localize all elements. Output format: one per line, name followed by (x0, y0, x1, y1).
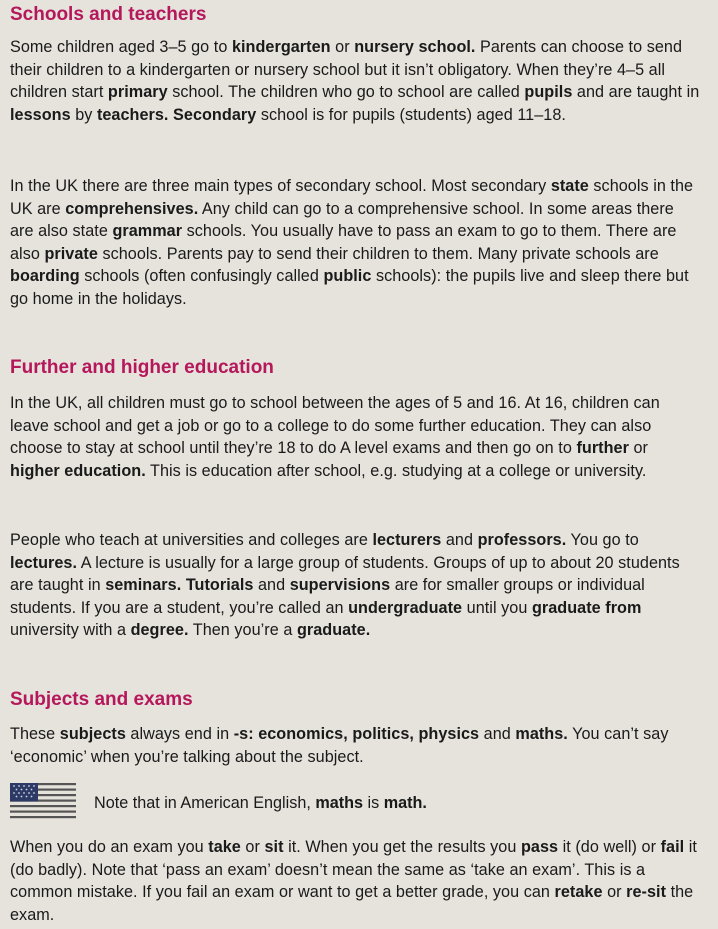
text-run: Some children aged 3–5 go to (10, 38, 232, 56)
key-term: take (208, 838, 241, 856)
text-run: or (602, 883, 627, 902)
key-term: supervisions (289, 576, 391, 595)
text-run: This is education after school, e.g. studying at a college or university. (145, 461, 647, 480)
paragraph (10, 392, 700, 482)
text-run: are for smaller groups or individual students. If you are a student, you’re called an (10, 576, 645, 617)
text-run: and (441, 531, 478, 549)
key-term: re-sit (626, 883, 667, 902)
text-run: or (628, 439, 648, 458)
key-term: grammar (112, 222, 183, 241)
key-term: kindergarten (231, 38, 331, 56)
key-term: state (550, 177, 589, 195)
key-term: lecturers (372, 531, 442, 549)
key-term: subjects (59, 725, 126, 743)
text-run: until you (462, 598, 532, 617)
key-term: graduate from (531, 598, 642, 617)
text-run: it (do badly). Note that ‘pass an exam’ doesn’t mean the same as ‘take an exam’. This is a common mistake. If you fail an exam or want to get a better grade, you can (10, 838, 697, 902)
section-title-further-education: Further and higher education (10, 357, 274, 378)
text-run: These (10, 725, 60, 743)
text-run: In the UK there are three main types of secondary school. Most secondary (10, 177, 551, 195)
text-run: schools (often confusingly called (79, 267, 324, 286)
key-term: lectures. (10, 553, 78, 572)
key-term: lessons (10, 105, 71, 124)
paragraph (10, 723, 700, 768)
key-term: comprehensives. (65, 199, 199, 218)
text-run: You go to (566, 531, 639, 549)
key-term: maths. (515, 725, 568, 743)
text-run: or (330, 38, 355, 56)
text-run: A lecture is usually for a large group of students. Groups of up to about 20 students are taught in (10, 553, 680, 595)
key-term: degree. (130, 621, 189, 640)
text-run: it (do well) or (558, 838, 661, 856)
key-term: undergraduate (348, 598, 463, 617)
us-flag-icon (10, 783, 76, 819)
key-term: pupils (524, 83, 573, 102)
text-run: school is for pupils (students) aged 11–18. (256, 105, 566, 124)
text-run: schools in the UK are (10, 177, 694, 218)
key-term: math. (383, 794, 427, 812)
text-run: You can’t say ‘economic’ when you’re talking about the subject. (10, 725, 669, 766)
key-term: maths (315, 794, 364, 812)
key-term: pass (520, 838, 559, 856)
american-english-note (10, 783, 700, 823)
text-run: schools. Parents pay to send their children to them. Many private schools are (97, 244, 659, 263)
text-run: and are taught in (572, 83, 700, 102)
key-term: professors. (477, 531, 567, 549)
text-run: schools. You usually have to pass an exam to go to them. There are also (10, 222, 677, 263)
key-term: Secondary (173, 105, 257, 124)
key-term: sit (264, 838, 284, 856)
key-term: private (44, 244, 98, 263)
text-run: schools): the pupils live and sleep there but go home in the holidays. (10, 267, 689, 308)
key-term: primary (107, 83, 168, 102)
text-run: and (479, 725, 516, 743)
text-run: When you do an exam you (10, 838, 209, 856)
paragraph (10, 175, 700, 311)
key-term: economics, politics, physics (258, 725, 480, 743)
key-term: fail (660, 838, 685, 856)
paragraph (10, 836, 700, 926)
key-term: Tutorials (185, 576, 254, 595)
section-title-schools: Schools and teachers (10, 4, 207, 25)
text-run: university with a (10, 621, 131, 640)
text-run: Any child can go to a comprehensive school. In some areas there are also state (10, 199, 674, 241)
key-term: teachers. (96, 105, 169, 124)
key-term: seminars. (105, 576, 182, 595)
text-run: and (253, 576, 290, 595)
key-term: public (323, 267, 372, 286)
key-term: retake (554, 883, 603, 902)
key-term: graduate. (296, 621, 371, 640)
key-term: -s: (233, 725, 254, 743)
text-run: Parents can choose to send their children to a kindergarten or nursery school but it isn’t obligatory. When they’re 4–5 all children start (10, 38, 683, 102)
text-run: or (240, 838, 265, 856)
text-run: Then you’re a (188, 621, 297, 640)
text-run: by (70, 105, 97, 124)
key-term: boarding (10, 267, 80, 286)
key-term: nursery school. (354, 38, 476, 56)
key-term: higher education. (10, 461, 146, 480)
text-run: is (363, 794, 384, 812)
text-run: always end in (125, 725, 234, 743)
text-run: Note that in American English, (94, 794, 316, 812)
text-run: school. The children who go to school are called (167, 83, 525, 102)
text-run: People who teach at universities and colleges are (10, 531, 373, 549)
text-run: the exam. (10, 883, 694, 924)
paragraph (10, 36, 700, 126)
section-title-subjects-exams: Subjects and exams (10, 689, 193, 710)
paragraph (10, 529, 700, 642)
note-text (94, 792, 427, 814)
text-run: it. When you get the results you (283, 838, 521, 856)
text-run: In the UK, all children must go to school between the ages of 5 and 16. At 16, children can leave school and get a job or go to a college to do some further education. They can also choose to stay at school until they’re 18 to do A level exams and then go on to (10, 394, 660, 458)
key-term: further (576, 439, 629, 458)
